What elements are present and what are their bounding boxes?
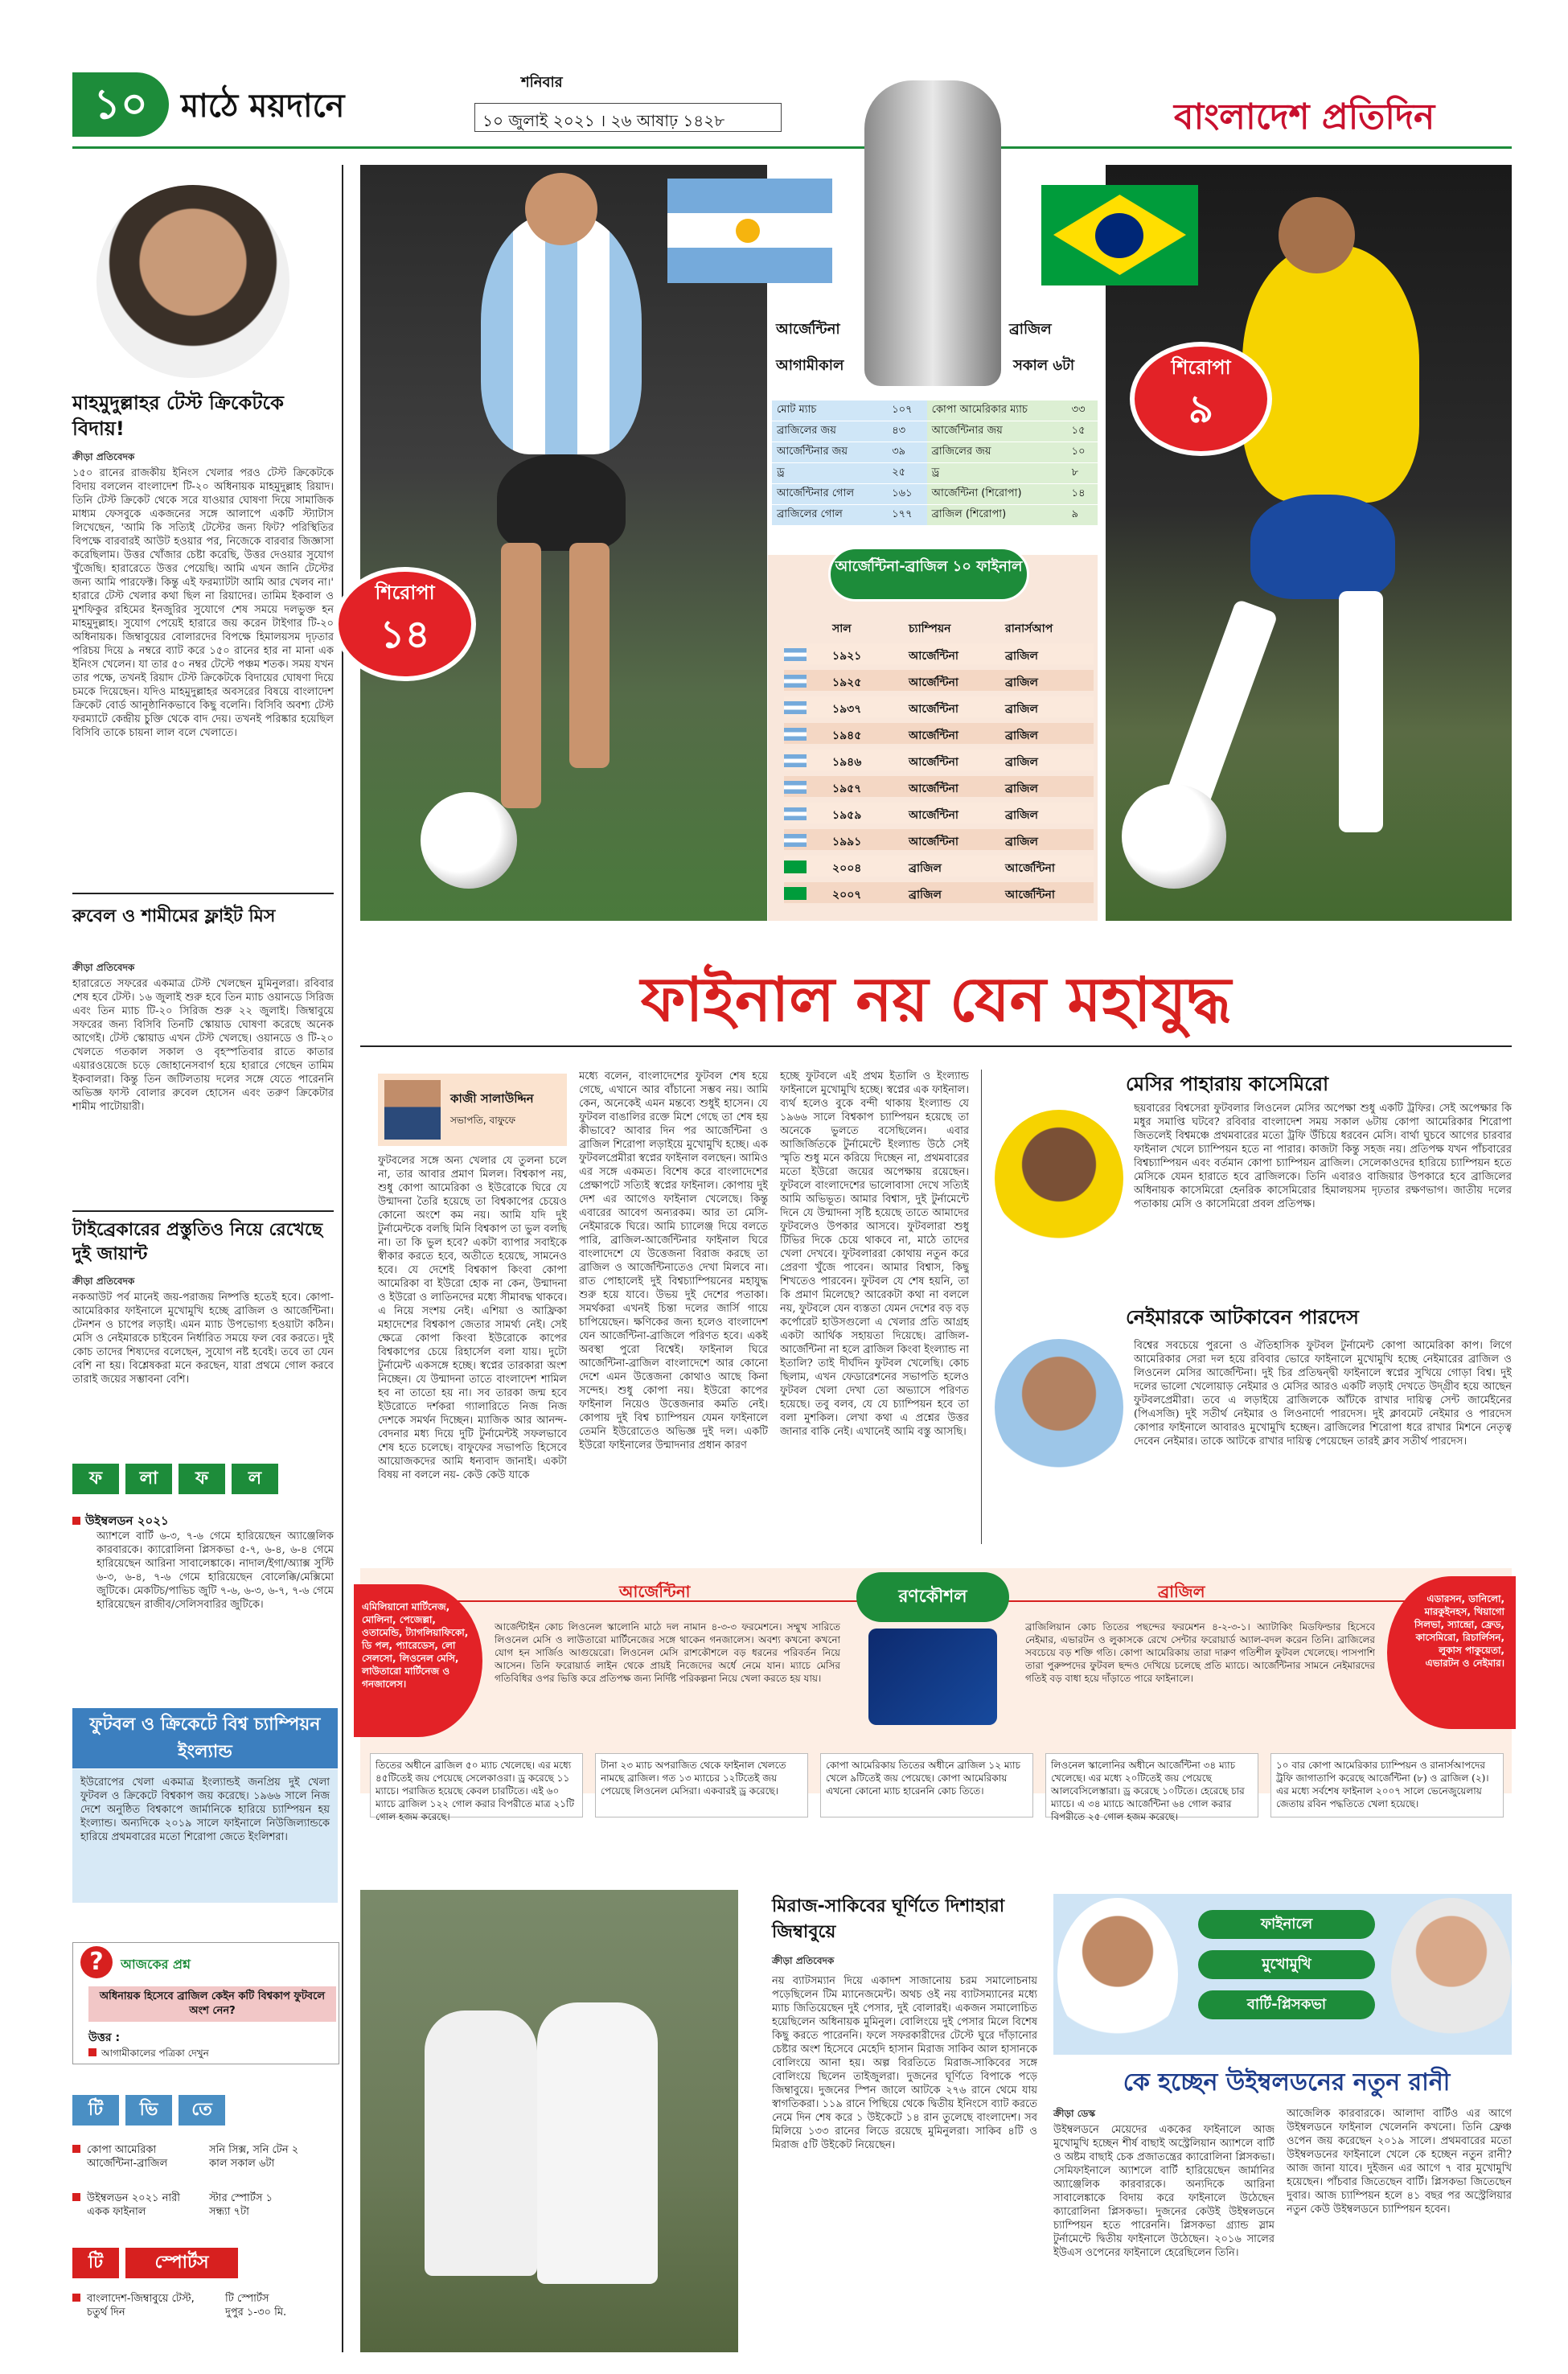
- bottom-story-body: নয় ব্যাটসম্যান দিয়ে একাদশ সাজানোয় চরম সমালোচনায় পড়েছিলেন টিম ম্যানেজমেন্ট। অথচ ওই নয় ব্যাটসম্যানের মধ্যে ম্যাচ জিতিয়েছেন দুই পেসার, দুই বোলারই। একজন সমালোচিত হয়েছিলেন অধিনায়ক মুমিনুল। বোলিংয়ে দুই পেসার মিলে বিশেষ কিছু করতে পারেননি। ফলে সফরকারীদের টেস্টে ঘুরে দাঁড়ানোর চেষ্টার অংশ হিসেবে মেহেদি হাসান মিরাজ সাকিব আল হাসানকে বোলিংয়ে আনা হয়। অল্প বিরতিতে মিরাজ-সাকিবের সঙ্গে বোলিংয়ে ছিলেন তাইজুলরা। দুজনের ঘূর্ণিতে বিপাকে পড়ে জিম্বাবুয়ে। দুজনের স্পিন জালে আটকে ২৭৬ রানে থেমে যায় স্বাগতিকরা। ১১৯ রানে পিছিয়ে থেকে দ্বিতীয় ইনিংসে ব্যাট করতে নেমে দিন শেষ করে ১ উইকেটে ১৪ রান তুলেছে বাংলাদেশ। সব মিলিয়ে ১৩৩ রানের লিডে রয়েছে মুমিনুলরা। সাকিব ৪টি ও মিরাজ ৫টি উইকেট নিয়েছেন।: [772, 1975, 1037, 2151]
- tv-time: সন্ধ্যা ৭টা: [209, 2206, 249, 2218]
- finals-row: [784, 882, 1094, 903]
- brazil-flag-icon: [784, 887, 807, 900]
- finals-champ: আর্জেন্টিনা: [909, 809, 958, 822]
- author-name: কাজী সালাউদ্দিন: [450, 1091, 534, 1106]
- stat-value: ২৫: [887, 463, 926, 484]
- author-title: সভাপতি, বাফুফে: [450, 1115, 516, 1126]
- stat-value: ১৭৭: [887, 505, 926, 526]
- stat-value: ১৫: [1067, 421, 1098, 442]
- tv-channel: সনি সিক্স, সনি টেন ২: [209, 2144, 299, 2156]
- brazil-flag-icon: [784, 860, 807, 873]
- finals-runner: ব্রাজিল: [1005, 756, 1038, 769]
- messi-jersey: [481, 213, 642, 454]
- stat-value: ৩৯: [887, 442, 926, 463]
- page-number: ১০: [72, 72, 169, 137]
- bullet: [72, 2193, 80, 2201]
- sports-cell: স্পোর্টস: [125, 2248, 238, 2278]
- header-date: ১০ জুলাই ২০২১ । ২৬ আষাঢ় ১৪২৮: [482, 111, 725, 130]
- bottom-story-title: মিরাজ-সাকিবের ঘূর্ণিতে দিশাহারা জিম্বাবুয়ে: [772, 1896, 1005, 1942]
- finals-year: ১৯৪৫: [832, 729, 862, 742]
- finals-champ: আর্জেন্টিনা: [909, 756, 958, 769]
- football: [421, 792, 517, 889]
- arg-titles-label: শিরোপা: [375, 581, 435, 604]
- finals-runner: আর্জেন্টিনা: [1005, 889, 1055, 902]
- finals-year: ২০০৭: [832, 889, 862, 902]
- finals-year: ১৯৫৯: [832, 809, 862, 822]
- finals-year: ১৯২৫: [832, 676, 862, 689]
- table-row: [772, 484, 1098, 505]
- argentina-flag-icon: [784, 754, 807, 767]
- tv-event: বাংলাদেশ-জিম্বাবুয়ে টেস্ট, চতুর্থ দিন: [87, 2293, 195, 2319]
- story3-title: টাইব্রেকারের প্রস্তুতিও নিয়ে রেখেছে দুই জায়ান্ট: [72, 1220, 323, 1264]
- argentina-flag-icon: [784, 834, 807, 847]
- stat-value: ৪৩: [887, 421, 926, 442]
- finals-row: [784, 750, 1094, 770]
- messi-story-body: ছয়বারের বিশ্বসেরা ফুটবলার লিওনেল মেসির অপেক্ষা শুধু একটি ট্রফির। সেই অপেক্ষার কি মধুর সমাপ্তি ঘটবে? রবিবার বাংলাদেশ সময় সকাল ৬টায় কোপা আমেরিকার শিরোপা জিতলেই বিশ্বমঞ্চে প্রথমবারের মতো ট্রফি উঁচিয়ে ধরবেন মেসি। বার্থা ঘুচবে আগের চারবার ফাইনাল খেলে চ্যাম্পিয়ন হতে না পারার। কাজটা কিন্তু সহজ নয়। প্রতিপক্ষ যখন পাঁচবারের বিশ্বচ্যাম্পিয়ন এবং বর্তমান কোপা চ্যাম্পিয়ন ব্রাজিল। সেলেকাওদের হারিয়ে চ্যাম্পিয়ন হতে মেসিকে যেমন হারাতে হবে ব্রাজিলকে। তিনি এবারও বাজিয়ার উপকারে হবে ব্রাজিলের অধিনায়ক কাসেমিরো হেনরিক কাসেমিরোর হিমালয়সম দৃঢ়তার রক্ষণভাগ। জাতীয় দলের পতাকায় মেসি ও কাসেমিরো প্রবল প্রতিপক্ষ।: [1134, 1103, 1512, 1210]
- table-row: [772, 505, 1098, 526]
- barty-photo: [1057, 1898, 1178, 2051]
- bullet: [72, 2145, 80, 2153]
- quiz-note: [88, 2047, 209, 2063]
- neymar-story-body: বিশ্বের সবচেয়ে পুরনো ও ঐতিহাসিক ফুটবল টুর্নামেন্ট কোপা আমেরিকা কাপ। লিগে আমেরিকার সেরা দল হয়ে রবিবার ভোরে ফাইনালে মুখোমুখি হচ্ছে নেইমারের ব্রাজিল ও লিওনেল মেসির আর্জেন্টিনা। দুই চির প্রতিদ্বন্দ্বী ফাইনালে স্বপ্নের সুখিয়ে গোড়া বিশ্ব। দুই দলের ভালো খেলোয়াড় নেইমার ও মেসির আরও একটি লড়াই দেখতে উদ্গ্রীব হয়ে আছেন ফুটবলপ্রেমীরা। তবে এ লড়াইয়ে ব্রাজিলকে আঁটকে রাখার দায়িত্ব সেন্ট জার্মেইনের (পিএসজি) দুই সতীর্থ নেইমার ও লিওনার্দো পারদেস। দুই ক্লাবমেট নেইমার ও পারদেস কোপার ফাইনালে আবারও মুখোমুখি হচ্ছেন। ব্রাজিলের শিরোপা ধরে রাখার মিশনে নেতৃত্ব দেবেন নেইমার। তাকে আটকে রাখার দায়িত্ব পেয়েছেন তারই ক্লাব সতীর্থ পারদেস।: [1134, 1340, 1512, 1448]
- finals-row: [784, 829, 1094, 850]
- table-row: [772, 400, 1098, 421]
- table-row: [772, 442, 1098, 463]
- stat-label: আর্জেন্টিনার গোল: [772, 484, 887, 505]
- world-champ-body: ইউরোপের খেলা একমাত্র ইংল্যান্ডই জনপ্রিয় দুই খেলা ফুটবল ও ক্রিকেটে বিশ্বকাপ জয় করেছে। ১৯৬৬ সালে নিজ দেশে অনুষ্ঠিত বিশ্বকাপে জার্মানিকে হারিয়ে চ্যাম্পিয়ন হয় ইংল্যান্ড। অন্যদিকে ২০১৯ সালে ফাইনালে নিউজিল্যান্ডকে হারিয়ে প্রথমবারের মতো শিরোপা জেতে ইংলিশরা।: [72, 1769, 338, 1903]
- tactic-fact: ১০ বার কোপা আমেরিকার চ্যাম্পিয়ন ও রানার্সআপদের ট্রফি জাগাতাপি করেছে আর্জেন্টিনা (৮) ও ব্রাজিল (২)। এর মধ্যে সর্বশেষ ফাইনাল ২০০৭ সালে ভেনেজুয়েলায় জেতায় রবিন পদ্ধতিতে খেলা হয়েছে।: [1270, 1753, 1504, 1817]
- arg-titles-badge: [334, 567, 476, 681]
- finals-runner: ব্রাজিল: [1005, 782, 1038, 795]
- neymar-head: [1279, 197, 1355, 273]
- copa-america-logo: [868, 1629, 997, 1725]
- tomorrow-label: আগামীকাল: [776, 357, 844, 374]
- finals-champ: আর্জেন্টিনা: [909, 729, 958, 742]
- finals-year: ১৯৪৬: [832, 756, 862, 769]
- finals-runner: ব্রাজিল: [1005, 809, 1038, 822]
- stats-table: [772, 400, 1098, 526]
- copa-trophy: [864, 80, 1001, 386]
- finals-runner: আর্জেন্টিনা: [1005, 862, 1055, 875]
- quiz-title: আজকের প্রশ্ন: [121, 1957, 191, 1972]
- messi-leg: [569, 543, 610, 768]
- stat-label: ব্রাজিল (শিরোপা): [927, 505, 1067, 526]
- wimbledon-title: কে হচ্ছেন উইম্বলডনের নতুন রানী: [1123, 2068, 1451, 2097]
- story1-byline: ক্রীড়া প্রতিবেদক: [72, 451, 135, 462]
- tactics-arg-label: আর্জেন্টিনা: [619, 1582, 691, 1601]
- bra-lineup: এডারসন, ডানিলো, মারকুইনহস, থিয়াগো সিলভা, স্যান্দ্রো, ফ্রেড, কাসেমিরো, রিচার্লিসন, লুকাস পাকুয়েতা, এভারটন ও নেইমার।: [1387, 1576, 1516, 1729]
- arg-tactics-text: আর্জেন্টাইন কোচ লিওনেল স্কালোনি মাঠে দল নামান ৪-৩-৩ ফরমেশনে। সম্মুখ সারিতে লিওনেল মেসি ও লাউতারো মার্টিনেজের সঙ্গে থাকেন গনজালেস। অবশ্য কখনো কখনো যোগ হন সার্জিও আগুয়েরো। লিওনেল মেসি রাশকৌশলে বড় ধরনের পরিবর্তন নিয়ে আসেন। তিনি ফরোয়ার্ড লাইন থেকে প্রায়ই নিজেদের অর্ধে নেমে যান। ম্যাচে মেসির গতিবিধির ওপর ভিত্তি করে প্রতিপক্ষ জন্য নির্দিষ্ট পরিকল্পনা নিয়ে খেলা করতে হয় যায়।: [495, 1621, 840, 1684]
- story2-body: হারারেতে সফরের একমাত্র টেস্ট খেলছেন মুমিনুলরা। রবিবার শেষ হবে টেস্ট। ১৬ জুলাই শুরু হবে তিন ম্যাচ ওয়ানডে সিরিজ এবং তিন ম্যাচ টি-২০ সিরিজ শুরু ২২ জুলাই। জিম্বাবুয়ে সফরের জন্য বিসিবি তিনটি স্কোয়াড ঘোষণা করেছে অনেক আগেই। টেস্ট স্কোয়াড এখন টেস্ট খেলছে। ওয়ানডে ও টি-২০ খেলতে গতকাল সকাল ও বৃহস্পতিবার রাতে কাতার এয়ারওয়েজে চড়ে জোহানেসবার্গ হয়ে হারারে গেছেন তামিম ইকবালরা। কিন্তু তিন জটিলতায় দলের সঙ্গে যেতে পারেননি অভিজ্ঞ ফাস্ট বোলার রুবেল হোসেন এবং তরুণ ক্রিকেটার শামীম পাটোয়ারী।: [72, 978, 334, 1113]
- wimbledon-body-2: আজেলিক কারবারকে। আলাদা বার্টিও এর আগে উইম্বলডনে ফাইনাল খেলেননি কখনো। তিনি ফ্রেঞ্চ ওপেন জয় করেছেন ২০১৯ সালে। প্রথমবারের মতো উইম্বলডনের ফাইনালে খেলে কে হচ্ছেন নতুন রানী? আজ জানা যাবে। দুইজন এর আগে ৭ বার মুখোমুখি হয়েছেন। পাঁচবার জিতেছেন বার্টি। প্লিসকভা জিতেছেন দুবার। আজ চ্যাম্পিয়ন হলে ৪১ বছর পর অস্ট্রেলিয়ার নতুন কেউ উইম্বলডনে চ্যাম্পিয়ন হবেন।: [1287, 2108, 1512, 2216]
- messi-story-title: মেসির পাহারায় কাসেমিরো: [1126, 1073, 1329, 1095]
- tv-cell: টি: [72, 2095, 119, 2126]
- tactic-fact: কোপা আমেরিকায় তিতের অধীনে ব্রাজিল ১২ ম্যাচ খেলে ৯টিতেই জয় পেয়েছে। কোপা আমেরিকায় এখনো কোনো ম্যাচ হারেননি কোচ তিতে।: [820, 1753, 1033, 1817]
- finals-runner: ব্রাজিল: [1005, 836, 1038, 848]
- arg-lineup: এমিলিয়ানো মার্টিনেজ, মোলিনা, পেজেল্লা, ওতামেন্ডি, ট্যাগলিয়াফিকো, ডি পল, প্যারেডেস, লো সেলসো, লিওনেল মেসি, লাউতারো মার্টিনেজ ও গনজালেস।: [354, 1584, 482, 1737]
- stat-value: ৮: [1067, 463, 1098, 484]
- finals-title: আর্জেন্টিনা-ব্রাজিল ১০ ফাইনাল: [828, 547, 1029, 602]
- finals-champ: আর্জেন্টিনা: [909, 650, 958, 663]
- tv-event: কোপা আমেরিকা আর্জেন্টিনা-ব্রাজিল: [87, 2144, 168, 2170]
- stat-value: ৩৩: [1067, 400, 1098, 421]
- cricketer-figure: [425, 2011, 537, 2276]
- results-heading-text: উইম্বলডন ২০২১: [85, 1514, 169, 1528]
- divider: [72, 1210, 334, 1212]
- bullet: [72, 2294, 80, 2302]
- quiz-question: অধিনায়ক হিসেবে ব্রাজিল কেইন কটি বিশ্বকাপ ফুটবলে অংশ নেন?: [88, 1986, 336, 2022]
- table-row: [772, 421, 1098, 442]
- table-row: [772, 463, 1098, 484]
- column-text-1: ফুটবলের সঙ্গে অন্য খেলার যে তুলনা চলে না, তার আবার প্রমাণ মিলল। বিশ্বকাপ নয়, শুধু কোপা আমেরিকা ও ইউরোকে ঘিরে যে উন্মাদনা তৈরি হয়েছে তা বিশ্বকাপের চেয়েও কোনো অংশে কম নয়। আমি যদি দুই টুর্নামেন্টকে বলছি মিনি বিশ্বকাপ তা ভুল বলছি না। তা কি ভুল হবে? একটা ব্যাপার সবাইকে স্বীকার করতে হবে, অতীতে হয়েছে, সামনেও হবে। যে দেশেই বিশ্বকাপ কিংবা কোপা আমেরিকা বা ইউরো হোক না কেন, উন্মাদনা ও ইউরো ও লাতিনদের মধ্যে সীমাবদ্ধ থাকবে। এ নিয়ে সংশয় নেই। এশিয়া ও আফ্রিকা মহাদেশের বিশ্বকাপ জেতার সামর্থ্য নেই। সেই ক্ষেত্রে কোপা কিংবা ইউরোকে কাপের বিশ্বকাপের চেয়ে রিহার্সেল বলা যায়। দুটো টুর্নামেন্ট একসঙ্গে হচ্ছে। স্বপ্নের তারকারা অংশ নিচ্ছেন। যে উন্মাদনা তাতে বাংলাদেশ শামিল হব না তাতো হয় না। সব তারকা জন্ম হবে ইউরোতে দর্শকরা গ্যালারিতে নিজ নিজ দেশকে সমর্থন দিচ্ছেন। ম্যাজিক আর আনন্দ-বেদনার মধ্য দিয়ে দুটি টুর্নামেন্টই সফলভাবে শেষ হতে চলেছে। বাফুফের সভাপতি হিসেবে আয়োজকদের আমি ধন্যবাদ জানাই। একটা বিষয় না বললে নয়- কেউ কেউ যাকে: [378, 1155, 567, 1481]
- tactic-fact: টানা ২৩ ম্যাচ অপরাজিত থেকে ফাইনাল খেলতে নামছে ব্রাজিল। গত ১৩ ম্যাচের ১২টিতেই জয় পেয়েছে লিওনেল মেসিরা। একবারই ড্র করেছে।: [595, 1753, 808, 1817]
- finals-champ: আর্জেন্টিনা: [909, 836, 958, 848]
- tv-channel: স্টার স্পোর্টস ১: [209, 2192, 273, 2204]
- casemiro-photo: [995, 1110, 1123, 1247]
- tv-header: [72, 2095, 338, 2126]
- stat-label: মোট ম্যাচ: [772, 400, 887, 421]
- paredes-photo: [995, 1339, 1123, 1476]
- mahmudullah-photo: [96, 185, 289, 378]
- header-day: শনিবার: [521, 74, 563, 91]
- main-headline: ফাইনাল নয় যেন মহাযুদ্ধ: [640, 963, 1232, 1035]
- arg-label: আর্জেন্টিনা: [776, 321, 840, 338]
- finals-runner: ব্রাজিল: [1005, 729, 1038, 742]
- tv-channel: টি স্পোর্টস: [225, 2293, 269, 2305]
- story3-body: নকআউট পর্ব মানেই জয়-পরাজয় নিষ্পত্তি হতেই হবে। কোপা-আমেরিকার ফাইনালে মুখোমুখি হচ্ছে ব্রাজিল ও আর্জেন্টিনা। টেনশন ও চাপের লড়াই। এমন ম্যাচ উপভোগ্য হওয়াটা কঠিন। মেসি ও নেইমারকে চাইবেন নির্ধারিত সময়ে ফল বের করতে। দুই কোচ তাদের শিষ্যদের বলেছেন, সুযোগ নষ্ট হবেই। তবে তা যেন বেশি না হয়। বিশ্লেষকরা মনে করছেন, যারা প্রথমে গোল করবে তারাই জয়ের সম্ভাবনা বেশি।: [72, 1292, 334, 1386]
- finals-champ: ব্রাজিল: [909, 889, 942, 902]
- divider: [72, 893, 334, 894]
- finals-row: [784, 803, 1094, 824]
- story1-body: ১৫০ রানের রাজকীয় ইনিংস খেলার পরও টেস্ট ক্রিকেটকে বিদায় বললেন বাংলাদেশ টি-২০ অধিনায়ক মাহমুদুল্লাহ রিয়াদ। তিনি টেস্ট ক্রিকেট থেকে সরে যাওয়ার ঘোষণা দিয়ে সামাজিক মাধ্যম ফেসবুকে একজনের সঙ্গে আলাপে একটি স্ট্যাটাস লিখেছেন, 'আমি কি সত্যিই টেস্টের জন্য ফিট? পরিস্থিতির বিপক্ষে বারবারই আউট হওয়ার পর, নিজেকে বারবার জিজ্ঞাসা করেছিলাম। উত্তর খোঁজার চেষ্টা করেছি, উত্তর দেওয়ার সুযোগ খুঁজেছি। হারারেতে উত্তর পেয়েছি। আমি এখন জানি টেস্টের জন্য আমি পারফেক্ট। কিন্তু এই ফরম্যাটটা আমি আর খেলব না।' হারারে টেস্ট খেলার কথা ছিল না রিয়াদের। তামিম ইকবাল ও মুশফিকুর রহিমের ইনজুরির সুযোগে শেষ সময়ে দলভুক্ত হন মাহমুদুল্লাহ। সুযোগ পেয়েই হারারে জয় করেন টাইগার টি-২০ অধিনায়ক। জিম্বাবুয়ের বোলারদের বিপক্ষে হিমালয়সম দৃঢ়তার পরিচয় দিয়ে ৯ নম্বরে ব্যাট করে ১৫০ রানের হার না মানা এক ইনিংস খেলেন। যা তার ৫০ নম্বর টেস্টে পঞ্চম শতক। সময় যখন তার পক্ষে, তখনই রিয়াদ টেস্ট ক্রিকেটকে বিদায়ের ঘোষণা দিয়ে চমকে দিয়েছেন। যদিও মাহমুদুল্লাহর অবসরের বিষয়ে বাংলাদেশ ক্রিকেট বোর্ড আনুষ্ঠানিকভাবে কিছু বলেনি। বিসিবি অবশ্য টেস্ট ফরম্যাটে কেন্দ্রীয় চুক্তি থেকে বাদ দেয়। তখনই পরিষ্কার হয়েছিল বিসিবি তাকে চায়না লাল বলে খেলাতে।: [72, 467, 334, 739]
- results-header: [72, 1464, 338, 1494]
- finals-row: [784, 643, 1094, 664]
- bra-titles-count: ৯: [1188, 387, 1214, 432]
- finals-year: ১৯৩৭: [832, 703, 862, 716]
- column-text-3: হচ্ছে ফুটবলে এই প্রথম ইতালি ও ইংল্যান্ড ফাইনালে মুখোমুখি হচ্ছে। স্বপ্নের এক ফাইনাল। ব্যর্থ হলেও বুকে বন্দী থাকায় ইংল্যান্ড যে ১৯৬৬ সালে বিশ্বকাপ চ্যাম্পিয়ন হয়েছে তা অনেকে ভুলতে বসেছিলেন। এবার আজির্জিতকে টুর্নামেন্টে ইংল্যান্ড উঠে সেই স্মৃতি শুধু মনে করিয়ে দিচ্ছেন না, প্রথমবারের মতো ইউরো জয়ের অপেক্ষায় রয়েছেন। ফুটবলে বাংলাদেশের ভালোবাসা দেখে সত্যিই আমি অভিভূত। আমার বিশ্বাস, দুই টুর্নামেন্টে দিনে যে উন্মাদনা সৃষ্টি হয়েছে তাতে আমাদের ফুটবলেও উপকার আসবে। ফুটবলারা শুধু টিভির দিকে চেয়ে থাকবে না, মাঠে তাদের খেলা দেখবে। ফুটবলাররা কোথায় নতুন করে প্রেরণা খুঁজে পাবেন। আমার বিশ্বাস, কিছু শিখতেও পারবেন। ফুটবল যে শেষ হয়নি, তা কি প্রমাণ মিলেছে? আরেকটা কথা না বললে নয়, ফুটবলে যেন ব্যস্ততা যেমন দেশের বড় বড় কর্পোরেট হাউসগুলো এ খেলার প্রতি আগ্রহ একটা আর্থিক সহায়তা দিয়েছে। ব্রাজিল-আর্জেন্টিনা না হলে ব্রাজিল কিংবা ইংল্যান্ড না ইতালি? তাই দীর্ঘদিন ফুটবল খেলেছি। কোচ ছিলাম, এখন ফেডারেশনের সভাপতি হলেও ফুটবল খেলা দেখা তো অভ্যাসে পরিণত হয়েছে। তবু বলব, যে যে চ্যাম্পিয়ন হবে তা বলা মুশকিল। লেখা কথা এ প্রশ্নের উত্তর জানার বাকি নেই। এখানেই আমি বস্তু আসছি।: [780, 1070, 969, 1438]
- finals-runner: ব্রাজিল: [1005, 703, 1038, 716]
- finals-champ: আর্জেন্টিনা: [909, 676, 958, 689]
- kickoff-time: সকাল ৬টা: [1013, 357, 1075, 374]
- stat-value: ৯: [1067, 505, 1098, 526]
- finals-year: ১৯৫৭: [832, 782, 862, 795]
- bullet: [72, 1517, 80, 1525]
- finals-row: [784, 723, 1094, 744]
- finals-year: ১৯৯১: [832, 836, 862, 848]
- tv-cell: তে: [179, 2095, 225, 2126]
- headline-rule: [360, 1045, 1512, 1047]
- argentina-flag-icon: [784, 701, 807, 714]
- finals-header-champ: চ্যাম্পিয়ন: [909, 622, 951, 635]
- stat-label: আর্জেন্টিনা (শিরোপা): [927, 484, 1067, 505]
- argentina-flag-icon: [784, 728, 807, 741]
- tactic-fact: লিওনেল স্কালোনির অধীনে আর্জেন্টিনা ৩৪ ম্যাচ খেলেছে। এর মধ্যে ২০টিতেই জয় পেয়েছে আলবেসিলেস্তারা। ড্র করেছে ১০টিতে। হেরেছে চার ম্যাচে। এ ৩৪ ম্যাচে আর্জেন্টিনা ৬৪ গোল করার বিপরীতে ২৫ গোল হজম করেছে।: [1045, 1753, 1258, 1817]
- story1-title: মাহমুদুল্লাহর টেস্ট ক্রিকেটকে বিদায়!: [72, 392, 284, 440]
- finals-champ: ব্রাজিল: [909, 862, 942, 875]
- stat-value: ১০৭: [887, 400, 926, 421]
- neymar-leg: [1339, 591, 1383, 832]
- section-title: মাঠে ময়দানে: [181, 88, 345, 125]
- tv-time: কাল সকাল ৬টা: [209, 2158, 275, 2170]
- finals-runner: ব্রাজিল: [1005, 650, 1038, 663]
- header-rule: [72, 146, 1512, 149]
- bra-titles-label: শিরোপা: [1171, 356, 1231, 379]
- stat-label: ড্র: [927, 463, 1067, 484]
- wimbledon-byline: ক্রীড়া ডেস্ক: [1053, 2108, 1096, 2119]
- wimbledon-label-players: বার্টি-প্লিসকভা: [1198, 1990, 1375, 2019]
- results-cell: লা: [125, 1464, 172, 1494]
- bottom-story-byline: ক্রীড়া প্রতিবেদক: [772, 1955, 835, 1966]
- argentina-flag-icon: [784, 675, 807, 688]
- cricketer-figure: [537, 2002, 658, 2284]
- results-cell: ফ: [72, 1464, 119, 1494]
- tv-cell: ভি: [125, 2095, 172, 2126]
- argentina-flag-icon: [784, 648, 807, 661]
- question-icon: ?: [80, 1946, 113, 1978]
- tv-event: উইম্বলডন ২০২১ নারী একক ফাইনাল: [87, 2192, 181, 2218]
- tactics-bra-label: ব্রাজিল: [1158, 1582, 1205, 1601]
- arg-titles-count: ১৪: [380, 612, 430, 657]
- wimbledon-body-1: উইম্বলডনে মেয়েদের এককের ফাইনালে আজ মুখোমুখি হচ্ছেন শীর্ষ বাছাই অস্ট্রেলিয়ান অ্যাশলে বার্টি ও অষ্টম বাছাই চেক প্রজাতন্ত্রের ক্যারোলিনা প্লিসকভা। সেমিফাইনালে অ্যাশলে বার্টি হারিয়েছেন জার্মানির অ্যাঞ্জেলিক কারবারকে। অন্যদিকে আরিনা সাবালেঙ্কাকে বিদায় করে ফাইনালে উঠেছেন ক্যারোলিনা প্লিসকভা। দুজনের কেউই উইম্বলডনে চ্যাম্পিয়ন হতে পারেননি। প্লিসকভা গ্র্যান্ড স্লাম টুর্নামেন্টে দ্বিতীয় ফাইনালে উঠেছেন। ২০১৬ সালের ইউএস ওপেনের ফাইনালে হেরেছিলেন তিনি।: [1053, 2124, 1275, 2259]
- wimbledon-label-final: ফাইনালে: [1198, 1910, 1375, 1939]
- brazil-flag-circle: [1095, 213, 1143, 258]
- stat-label: ব্রাজিলের জয়: [927, 442, 1067, 463]
- finals-year: ১৯২১: [832, 650, 862, 663]
- column-text-2: মধ্যে বলেন, বাংলাদেশের ফুটবল শেষ হয়ে গেছে, এখানে আর বাঁচানো সম্ভব নয়। আমি কেন, অনেকেই এমন মন্তব্যে শুধুই হাসেন। যে ফুটবল বাঙালির রক্তে মিশে গেছে তা শেষ হয় কীভাবে? আবার দিন পর আর্জেন্টিনা ও ব্রাজিল শিরোপা লড়াইয়ে মুখোমুখি হচ্ছে। এক ফুটবলপ্রেমীরা স্বপ্নের ফাইনাল বলছেন। আমিও এর সঙ্গে একমত। বিশেষ করে বাংলাদেশের প্রেক্ষাপটে সত্যিই স্বপ্নের ফাইনাল। কোপায় দুই দেশ এর আগেও ফাইনাল খেলেছে। কিন্তু এবারের আবেগ অন্যরকম। আর তা মেসি-নেইমারকে ঘিরে। আমি চ্যালেঞ্জ দিয়ে বলতে পারি, ব্রাজিল-আর্জেন্টিনার ফাইনাল ঘিরে বাংলাদেশে যে উত্তেজনা বিরাজ করছে তা ব্রাজিল ও আর্জেন্টিনাতেও দেখা মিলবে না। রাত পোহালেই দুই বিশ্বচ্যাম্পিয়নের মহাযুদ্ধ শুরু হয়ে যাবে। উভয় দুই দেশের পতাকা। সমর্থকরা এখনই চিন্তা দলের জার্সি গায়ে চাপিয়েছেন। ক্ষণিকের জন্য হলেও বাংলাদেশ যেন আর্জেন্টিনা-ব্রাজিলে পরিণত হবে। একই অবস্থা পুরো বিশ্বেই। ফাইনাল ঘিরে আর্জেন্টিনা-ব্রাজিল বাংলাদেশে আর কোনো দেশে এমন উত্তেজনা কোথাও আছে কিনা সন্দেহ। শুধু কোপা নয়। ইউরো কাপের ফাইনাল নিয়েও উত্তেজনার কমতি নেই। কোপায় দুই বিশ্ব চ্যাম্পিয়ন যেমন ফাইনালে তেমনি ইউরোতেও অভিজ্ঞ দুই দল। একটি ইউরো ফাইনালের উন্মাদনার প্রধান কারণ: [579, 1070, 768, 1452]
- stat-label: ড্র: [772, 463, 887, 484]
- stat-value: ১৪: [1067, 484, 1098, 505]
- stat-label: ব্রাজিলের জয়: [772, 421, 887, 442]
- bullet: [88, 2048, 96, 2056]
- finals-year: ২০০৪: [832, 862, 862, 875]
- results-body: অ্যাশলে বার্টি ৬-৩, ৭-৬ গেমে হারিয়েছেন অ্যাঞ্জেলিক কারবারকে। ক্যারোলিনা প্লিসকভা ৫-৭, ৬-৪, ৬-৪ গেমে হারিয়েছেন আরিনা সাবালেঙ্কাকে। নাদাল/ইগা/অ্যাক্স সুস্টি ৬-৩, ৬-৪, ৭-৬ গেমে হারিয়েছেন বোলেক্কি/মেক্সিমো জুটিকে। মেকটিচ/পাভিচ জুটি ৭-৬, ৬-৩, ৬-৭, ৭-৬ গেমে হারিয়েছেন রাজীব/সেলিসবারির জুটিকে।: [96, 1530, 334, 1611]
- finals-row: [784, 670, 1094, 691]
- argentina-flag-icon: [784, 807, 807, 820]
- pliskova-photo: [1391, 1898, 1512, 2051]
- quiz-note-text: আগামীকালের পত্রিকা দেখুন: [101, 2047, 209, 2059]
- stat-label: কোপা আমেরিকার ম্যাচ: [927, 400, 1067, 421]
- finals-runner: ব্রাজিল: [1005, 676, 1038, 689]
- messi-head: [525, 173, 597, 245]
- results-cell: ল: [232, 1464, 278, 1494]
- sports-header: [72, 2248, 338, 2278]
- argentina-flag-icon: [784, 781, 807, 794]
- bra-label: ব্রাজিল: [1009, 321, 1052, 338]
- tactics-title: রণকৌশল: [856, 1572, 1009, 1622]
- finals-row: [784, 696, 1094, 717]
- finals-header-year: সাল: [832, 622, 852, 635]
- stat-label: ব্রাজিলের গোল: [772, 505, 887, 526]
- sports-cell: টি: [72, 2248, 119, 2278]
- bra-titles-badge: [1130, 342, 1272, 456]
- stat-value: ১০: [1067, 442, 1098, 463]
- wimbledon-label-facing: মুখোমুখি: [1198, 1950, 1375, 1979]
- author-photo: [384, 1080, 441, 1140]
- story2-title: রুবেল ও শামীমের ফ্লাইট মিস: [72, 906, 276, 926]
- messi-leg: [501, 543, 541, 808]
- stat-label: আর্জেন্টিনার জয়: [772, 442, 887, 463]
- newspaper-logo: বাংলাদেশ প্রতিদিন: [1174, 97, 1435, 138]
- world-champ-title: [72, 1705, 338, 1765]
- finals-champ: আর্জেন্টিনা: [909, 703, 958, 716]
- argentina-sun: [736, 219, 760, 243]
- stat-value: ১৬১: [887, 484, 926, 505]
- neymar-shorts: [1250, 495, 1395, 599]
- football: [1122, 784, 1226, 889]
- cricket-photo: [360, 1890, 738, 2352]
- stat-label: আর্জেন্টিনার জয়: [927, 421, 1067, 442]
- column-divider: [342, 165, 343, 2352]
- neymar-jersey: [1242, 245, 1419, 503]
- tv-time: দুপুর ১-৩০ মি.: [225, 2306, 287, 2319]
- tactic-fact: তিতের অধীনে ব্রাজিল ৫০ ম্যাচ খেলেছে। এর মধ্যে ৪৫টিতেই জয় পেয়েছে সেলেকাওরা। ড্র করেছে ১১ ম্যাচে। পরাজিত হয়েছে কেবল চারটিতে। এই ৬০ ম্যাচে ব্রাজিল ১২২ গোল করার বিপরীতে মাত্র ২১টি গোল হজম করেছে।: [370, 1753, 583, 1817]
- results-cell: ফ: [179, 1464, 225, 1494]
- story3-byline: ক্রীড়া প্রতিবেদক: [72, 1275, 135, 1287]
- finals-header-runner: রানার্সআপ: [1005, 622, 1053, 635]
- neymar-story-title: নেইমারকে আটকাবেন পারদেস: [1126, 1306, 1359, 1329]
- finals-champ: আর্জেন্টিনা: [909, 782, 958, 795]
- bra-tactics-text: ব্রাজিলিয়ান কোচ তিতের পছন্দের ফরমেশন ৪-২-৩-১। অ্যাটাকিং মিডফিল্ডার হিসেবে নেইমার, এভারটন ও লুকাসকে রেখে সেন্টার ফরোয়ার্ড অ্যাল-বদল করেন তিনি। ব্রাজিলের সবচেয়ে বড় শক্তি গতি। কোপা আমেরিকায় তারা দারুণ গতিশীল ফুটবল খেলেছে। পাসপাশি তারা পুরুষ্পদের ফুটবল ছন্দও দেখিয়ে চলেছে প্রতি ম্যাচে। আর্জেন্টিনার সামনে নেইমারদের গতিই বড় বাধা হয়ে দাঁড়াতে পারে ফাইনালে।: [1025, 1621, 1375, 1684]
- messi-shorts: [497, 454, 626, 551]
- column-divider: [981, 1070, 982, 1544]
- finals-row: [784, 856, 1094, 877]
- story2-byline: ক্রীড়া প্রতিবেদক: [72, 962, 135, 973]
- finals-row: [784, 776, 1094, 797]
- quiz-answer-label: উত্তর :: [88, 2031, 121, 2044]
- world-champ-title-text: ফুটবল ও ক্রিকেটে বিশ্ব চ্যাম্পিয়ন ইংল্যান্ড: [72, 1708, 338, 1768]
